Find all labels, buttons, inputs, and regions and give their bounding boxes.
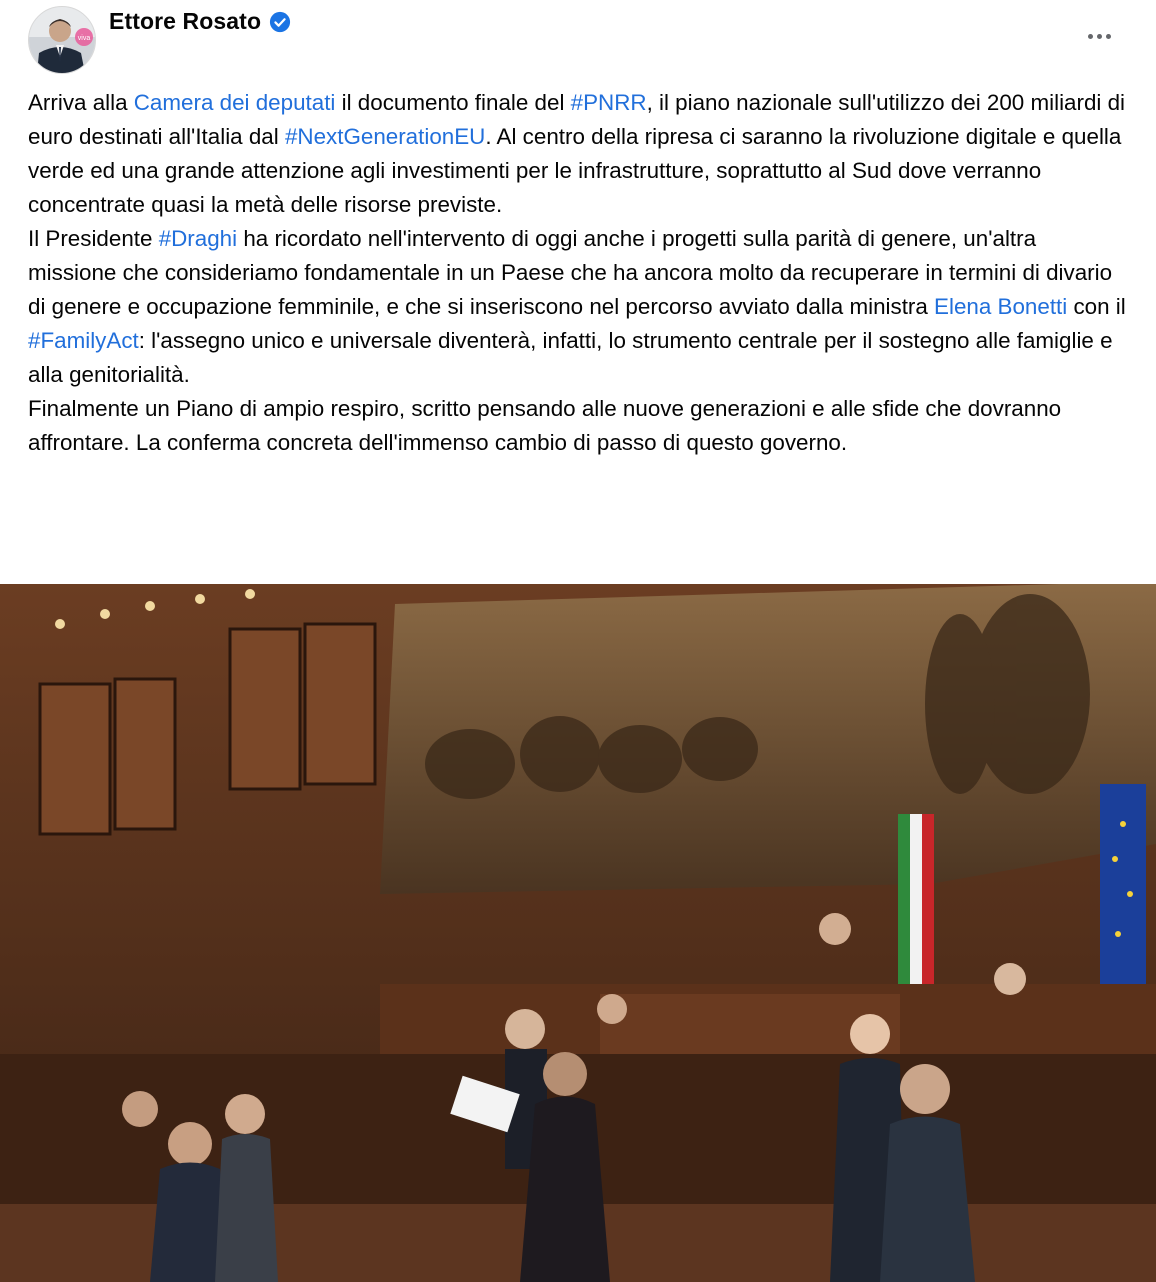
post-paragraph-3: Finalmente un Piano di ampio respiro, scritto pensando alle nuove generazioni e alle sfide che dovranno affrontare. La conferma concreta dell'immenso cambio di passo di questo governo. xyxy=(28,396,1062,455)
more-options-button[interactable] xyxy=(1078,18,1120,54)
more-horizontal-icon xyxy=(1088,34,1093,39)
avatar[interactable] xyxy=(28,6,96,74)
link-elena-bonetti[interactable]: Elena Bonetti xyxy=(934,294,1068,319)
post-paragraph-2: Il Presidente #Draghi ha ricordato nell'intervento di oggi anche i progetti sulla parità di genere, un'altra missione che consideriamo fondamentale in un Paese che ha ancora molto da recuperare in termini di divario di genere e occupazione femminile, e che si inseriscono nel percorso avviato dalla ministra Elena Bonetti con il #FamilyAct: l'assegno unico e universale diventerà, infatti, lo strumento centrale per il sostegno alle famiglie e alla genitorialità. xyxy=(28,226,1126,387)
avatar-image xyxy=(29,7,95,73)
post-photo[interactable] xyxy=(0,584,1156,1282)
link-camera-dei-deputati[interactable]: Camera dei deputati xyxy=(133,90,336,115)
hashtag-draghi[interactable]: #Draghi xyxy=(158,226,238,251)
verified-badge-icon xyxy=(269,11,291,33)
hashtag-pnrr[interactable]: #PNRR xyxy=(570,90,647,115)
avatar-badge-text: viva xyxy=(77,35,91,42)
post-header xyxy=(0,0,1156,90)
hashtag-familyact[interactable]: #FamilyAct xyxy=(28,328,139,353)
post-paragraph-1: Arriva alla Camera dei deputati il documento finale del #PNRR, il piano nazionale sull'utilizzo dei 200 miliardi di euro destinati all'Italia dal #NextGenerationEU. Al centro della ripresa ci saranno la rivoluzione digitale e quella verde ed una grande attenzione agli investimenti per le infrastrutture, soprattutto al Sud dove verranno concentrate quasi la metà delle risorse previste. xyxy=(28,90,1126,217)
hashtag-nextgenerationeu[interactable]: #NextGenerationEU xyxy=(284,124,486,149)
parliament-chamber-photo xyxy=(0,584,1156,1282)
post-text xyxy=(28,86,1128,460)
author-name[interactable]: Ettore Rosato xyxy=(109,8,262,34)
author-row xyxy=(109,8,291,35)
